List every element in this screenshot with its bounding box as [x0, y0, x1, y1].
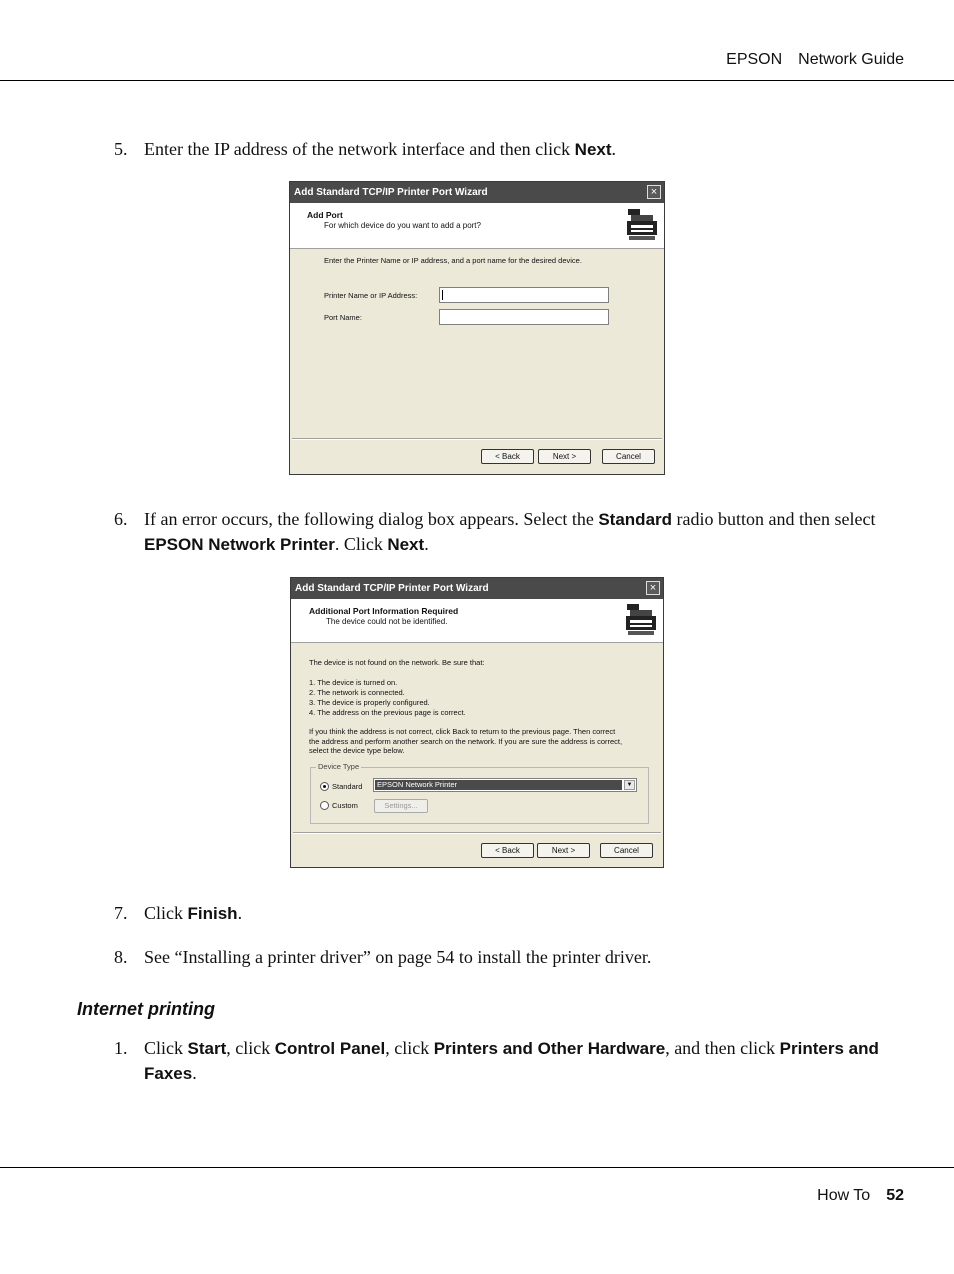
- step-bold-printers-and-faxes: Printers and Faxes: [144, 1039, 879, 1083]
- dialog-header-subtitle: For which device do you want to add a port?: [324, 221, 481, 230]
- checklist-item: 2. The network is connected.: [309, 688, 405, 697]
- ip-address-label: Printer Name or IP Address:: [324, 291, 418, 300]
- dialog-header-title: Add Port: [307, 210, 343, 220]
- step-text: , click: [385, 1038, 434, 1058]
- standard-radio[interactable]: [320, 782, 329, 791]
- header-rule: [0, 80, 954, 81]
- next-button[interactable]: Next >: [537, 843, 590, 858]
- checklist-item: 3. The device is properly configured.: [309, 698, 430, 707]
- settings-button[interactable]: Settings...: [374, 799, 428, 813]
- step-text: . Click: [334, 534, 388, 554]
- header-brand: EPSON: [726, 51, 783, 68]
- dialog-title: Add Standard TCP/IP Printer Port Wizard: [294, 187, 488, 198]
- step-number: 7.: [114, 903, 128, 923]
- step-text: , click: [226, 1038, 275, 1058]
- close-icon[interactable]: ×: [647, 185, 661, 199]
- device-type-legend: Device Type: [318, 762, 360, 771]
- cancel-button[interactable]: Cancel: [602, 449, 655, 464]
- step-text: See “Installing a printer driver” on page 54 to install the printer driver.: [144, 947, 652, 967]
- step-text: , and then click: [665, 1038, 780, 1058]
- step-bold-control-panel: Control Panel: [274, 1039, 386, 1058]
- step-text: If an error occurs, the following dialog box appears. Select the: [144, 509, 599, 529]
- button-separator: [292, 438, 662, 440]
- step-7: [114, 901, 894, 926]
- ip-address-input[interactable]: [439, 287, 609, 303]
- additional-port-info-dialog: [290, 577, 664, 868]
- header-title: Network Guide: [798, 51, 904, 68]
- step-bold-epson-network-printer: EPSON Network Printer: [144, 535, 335, 554]
- chevron-down-icon[interactable]: ▼: [624, 780, 635, 790]
- help-paragraph-line: If you think the address is not correct, click Back to return to the previous page. Then correct: [309, 727, 616, 736]
- step-number: 8.: [114, 947, 128, 967]
- step-number: 6.: [114, 509, 128, 529]
- help-paragraph-line: the address and perform another search on the network. If you are sure the address is correct,: [309, 737, 623, 746]
- footer-rule: [0, 1167, 954, 1168]
- dialog-title-bar: [290, 182, 664, 203]
- device-type-select[interactable]: [373, 778, 637, 792]
- dialog-title-bar: [291, 578, 663, 599]
- device-type-group: [310, 762, 649, 824]
- internet-step-1: [114, 1036, 894, 1086]
- step-text: Click: [144, 1038, 188, 1058]
- device-type-selected: EPSON Network Printer: [375, 780, 622, 790]
- step-text: .: [424, 534, 429, 554]
- next-button[interactable]: Next >: [538, 449, 591, 464]
- custom-radio-label[interactable]: Custom: [332, 801, 358, 810]
- section-heading: Internet printing: [77, 999, 215, 1019]
- back-button[interactable]: < Back: [481, 449, 534, 464]
- dialog-header-title: Additional Port Information Required: [309, 606, 459, 616]
- button-separator: [293, 832, 661, 834]
- dialog-title: Add Standard TCP/IP Printer Port Wizard: [295, 583, 489, 594]
- port-name-label: Port Name:: [324, 313, 362, 322]
- custom-radio[interactable]: [320, 801, 329, 810]
- port-name-input[interactable]: [439, 309, 609, 325]
- add-port-dialog: [289, 181, 665, 475]
- step-bold-start: Start: [187, 1039, 227, 1058]
- instruction-text: Enter the Printer Name or IP address, and a port name for the desired device.: [324, 256, 582, 265]
- step-8: [114, 945, 894, 969]
- printer-network-icon: [624, 207, 660, 243]
- back-button[interactable]: < Back: [481, 843, 534, 858]
- step-text: radio button and then select: [672, 509, 876, 529]
- step-bold-next: Next: [387, 535, 425, 554]
- checklist-item: 4. The address on the previous page is correct.: [309, 708, 466, 717]
- running-header: [726, 51, 904, 69]
- step-bold-printers-other-hardware: Printers and Other Hardware: [433, 1039, 666, 1058]
- help-paragraph-line: select the device type below.: [309, 746, 405, 755]
- step-bold-finish: Finish: [187, 904, 238, 923]
- step-text: .: [192, 1063, 197, 1083]
- text-cursor: [442, 290, 443, 300]
- running-footer: [817, 1187, 904, 1205]
- port-name-value: [440, 316, 444, 325]
- step-number: 1.: [114, 1038, 128, 1058]
- step-text: .: [611, 139, 617, 159]
- step-text: .: [237, 903, 243, 923]
- step-bold-next: Next: [574, 140, 612, 159]
- step-number: 5.: [114, 139, 128, 159]
- dialog-header: [290, 203, 664, 249]
- step-text: Enter the IP address of the network interface and then click: [144, 139, 575, 159]
- standard-radio-label[interactable]: Standard: [332, 782, 363, 791]
- not-found-text: The device is not found on the network. Be sure that:: [309, 658, 485, 667]
- cancel-button[interactable]: Cancel: [600, 843, 653, 858]
- printer-network-icon: [623, 602, 659, 638]
- step-text: Click: [144, 903, 188, 923]
- checklist-item: 1. The device is turned on.: [309, 678, 398, 687]
- footer-section: How To: [817, 1187, 871, 1204]
- step-6: [114, 507, 894, 557]
- close-icon[interactable]: ×: [646, 581, 660, 595]
- step-bold-standard: Standard: [598, 510, 673, 529]
- dialog-header-subtitle: The device could not be identified.: [326, 617, 448, 626]
- step-5: [114, 137, 894, 162]
- page-number: 52: [886, 1187, 904, 1204]
- dialog-header: [291, 599, 663, 643]
